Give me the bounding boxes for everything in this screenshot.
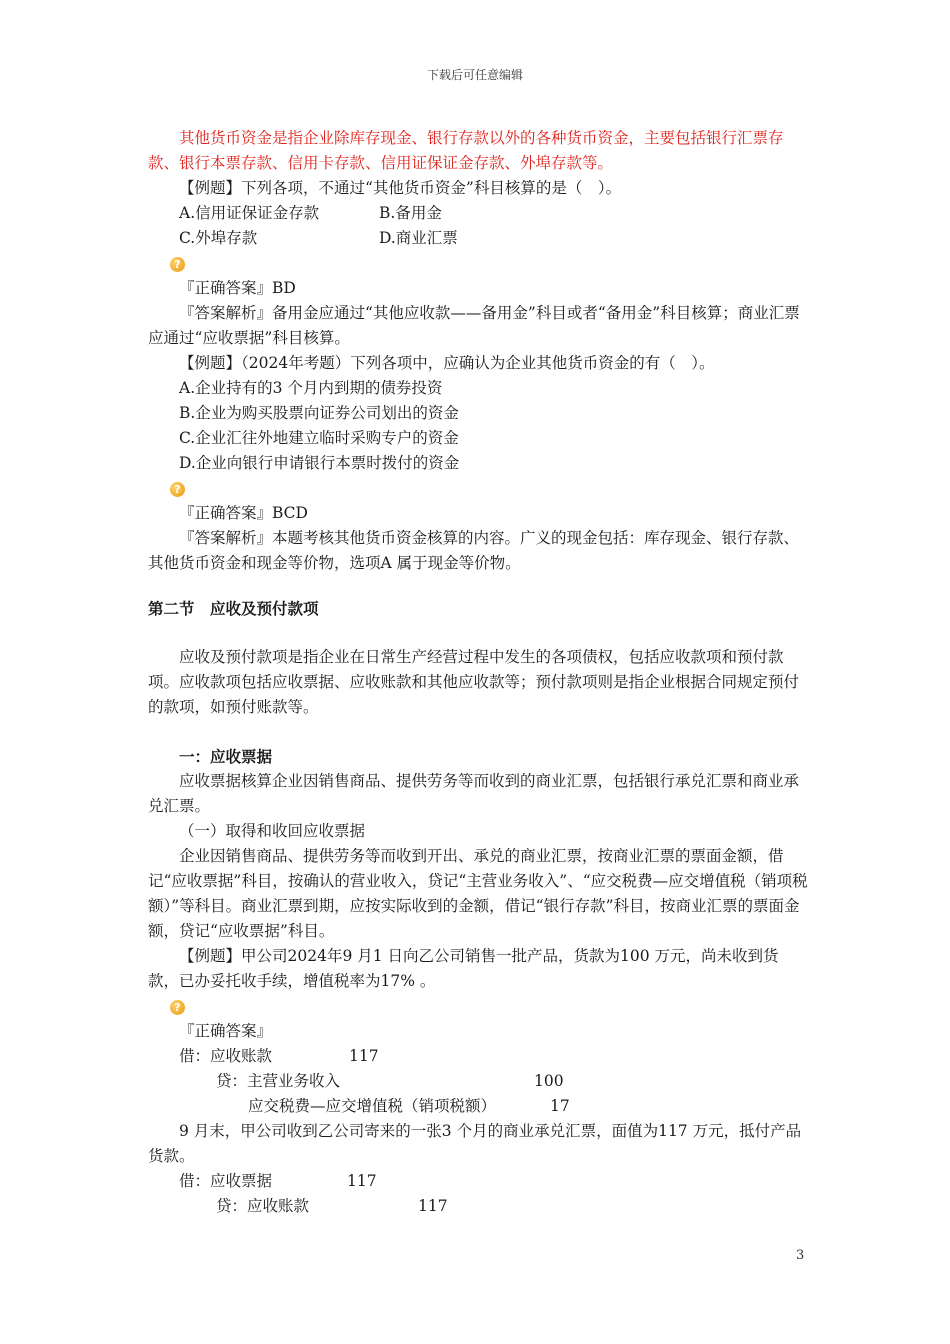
question-icon[interactable]: ?: [170, 1000, 185, 1015]
intro-paragraph: 其他货币资金是指企业除库存现金、银行存款以外的各种货币资金，主要包括银行汇票存款、银行本票存款、信用卡存款、信用证保证金存款、外埠存款等。: [148, 129, 784, 172]
example-3-question: 【例题】甲公司2024年9 月1 日向乙公司销售一批产品，货款为100 万元，尚未收到货款，已办妥托收手续，增值税率为17% 。: [148, 947, 779, 990]
example-1-options-row-1: [148, 201, 808, 226]
document-body: [148, 126, 808, 1219]
option-a: A.信用证保证金存款: [179, 204, 320, 222]
option-c: C.企业汇往外地建立临时采购专户的资金: [179, 429, 459, 447]
answer-toggle[interactable]: [148, 251, 808, 276]
journal-entry-credit: 应交税费—应交增值税（销项税额） 17: [248, 1097, 570, 1115]
section-intro: 应收及预付款项是指企业在日常生产经营过程中发生的各项债权，包括应收款项和预付款项。应收款项包括应收票据、应收账款和其他应收款等；预付款项则是指企业根据合同规定预付的款项，如预付账款等。: [148, 648, 800, 716]
answer-toggle[interactable]: [148, 994, 808, 1019]
journal-entry-credit: 贷：应收账款 117: [216, 1197, 448, 1215]
question-icon[interactable]: ?: [170, 257, 185, 272]
journal-entry-debit: 借：应收账款 117: [179, 1047, 379, 1065]
option-c: C.外埠存款: [179, 229, 258, 247]
question-icon[interactable]: ?: [170, 482, 185, 497]
subsection-title: 一：应收票据: [179, 747, 273, 766]
option-a: A.企业持有的3 个月内到期的债券投资: [179, 379, 443, 397]
option-d: D.企业向银行申请银行本票时拨付的资金: [179, 454, 460, 472]
journal-entry-credit: 贷：主营业务收入 100: [216, 1072, 564, 1090]
example-2-answer: 『正确答案』BCD: [179, 504, 308, 522]
option-d: D.商业汇票: [379, 229, 458, 247]
example-2-analysis: 『答案解析』本题考核其他货币资金核算的内容。广义的现金包括：库存现金、银行存款、其他货币资金和现金等价物，选项A 属于现金等价物。: [148, 529, 800, 572]
answer-toggle[interactable]: [148, 476, 808, 501]
example-3-followup: 9 月末，甲公司收到乙公司寄来的一张3 个月的商业承兑汇票，面值为117 万元，抵付产品货款。: [148, 1122, 802, 1165]
example-1-analysis: 『答案解析』备用金应通过“其他应收款——备用金”科目或者“备用金”科目核算；商业汇票应通过“应收票据”科目核算。: [148, 304, 800, 347]
page-number: 3: [796, 1248, 805, 1263]
example-2-question: 【例题】（2024年考题）下列各项中，应确认为企业其他货币资金的有（ ）。: [179, 354, 715, 372]
subsubsection-title: （一）取得和收回应收票据: [179, 822, 366, 840]
example-3-answer: 『正确答案』: [179, 1022, 273, 1040]
page-header: 下载后可任意编辑: [426, 68, 523, 82]
journal-entry-debit: 借：应收票据 117: [179, 1172, 377, 1190]
example-1-options-row-2: [148, 226, 808, 251]
option-b: B.备用金: [379, 204, 442, 222]
example-1-answer: 『正确答案』BD: [179, 279, 296, 297]
example-1-question: 【例题】下列各项，不通过“其他货币资金”科目核算的是（ ）。: [179, 179, 622, 197]
subsubsection-text: 企业因销售商品、提供劳务等而收到开出、承兑的商业汇票，按商业汇票的票面金额，借记“应收票据”科目，按确认的营业收入，贷记“主营业务收入”、“应交税费—应交增值税（销项税额）”等科目。商业汇票到期，应按实际收到的金额，借记“银行存款”科目，按商业汇票的票面金额，贷记“应收票据”科目。: [148, 847, 808, 940]
subsection-intro: 应收票据核算企业因销售商品、提供劳务等而收到的商业汇票，包括银行承兑汇票和商业承兑汇票。: [148, 772, 800, 815]
option-b: B.企业为购买股票向证券公司划出的资金: [179, 404, 459, 422]
section-title: 第二节 应收及预付款项: [148, 599, 319, 618]
